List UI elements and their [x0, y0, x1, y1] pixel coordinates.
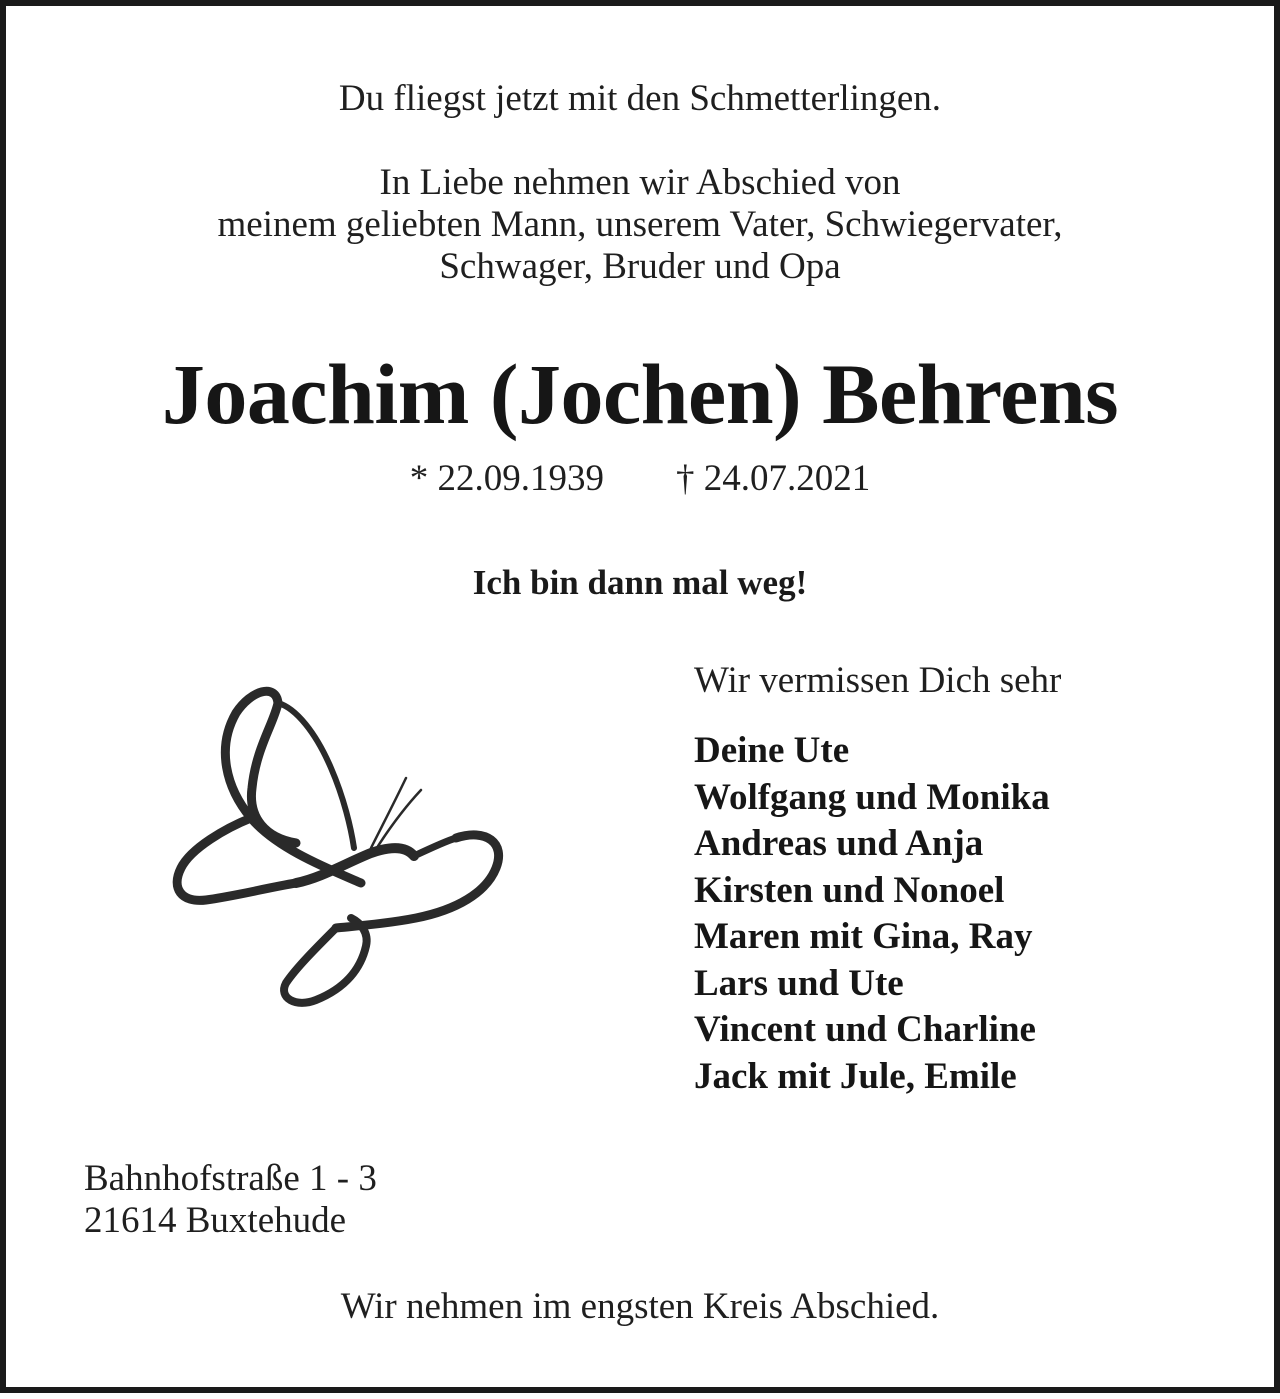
intro-line-1: In Liebe nehmen wir Abschied von	[379, 162, 901, 203]
mourner-item: Wolfgang und Monika	[694, 776, 1050, 818]
closing-line: Wir nehmen im engsten Kreis Abschied.	[340, 1286, 940, 1327]
deceased-name: Joachim (Jochen) Behrens	[161, 346, 1119, 442]
mourner-item: Maren mit Gina, Ray	[694, 916, 1033, 957]
mourner-item: Andreas und Anja	[694, 823, 984, 864]
mourner-item: Lars und Ute	[694, 962, 904, 1004]
death-date: † 24.07.2021	[676, 458, 871, 499]
mourner-item: Vincent und Charline	[694, 1009, 1036, 1050]
address-city: 21614 Buxtehude	[84, 1200, 347, 1241]
mourner-item: Jack mit Jule, Emile	[694, 1055, 1017, 1097]
butterfly-icon	[156, 678, 516, 1018]
motto-line: Du fliegst jetzt mit den Schmetterlingen.	[338, 78, 942, 119]
miss-you-line: Wir vermissen Dich sehr	[694, 660, 1062, 701]
birth-date: * 22.09.1939	[409, 458, 604, 499]
address-block	[84, 1158, 377, 1242]
intro-text	[6, 162, 1274, 288]
intro-line-2: meinem geliebten Mann, unserem Vater, Schwiegervater,	[217, 204, 1063, 245]
life-dates	[6, 458, 1274, 500]
address-street: Bahnhofstraße 1 - 3	[84, 1158, 377, 1199]
mourners-list	[694, 728, 1050, 1100]
mourner-item: Deine Ute	[694, 730, 850, 771]
quote-line: Ich bin dann mal weg!	[472, 563, 808, 602]
intro-line-3: Schwager, Bruder und Opa	[439, 246, 841, 287]
mourner-item: Kirsten und Nonoel	[694, 869, 1005, 911]
